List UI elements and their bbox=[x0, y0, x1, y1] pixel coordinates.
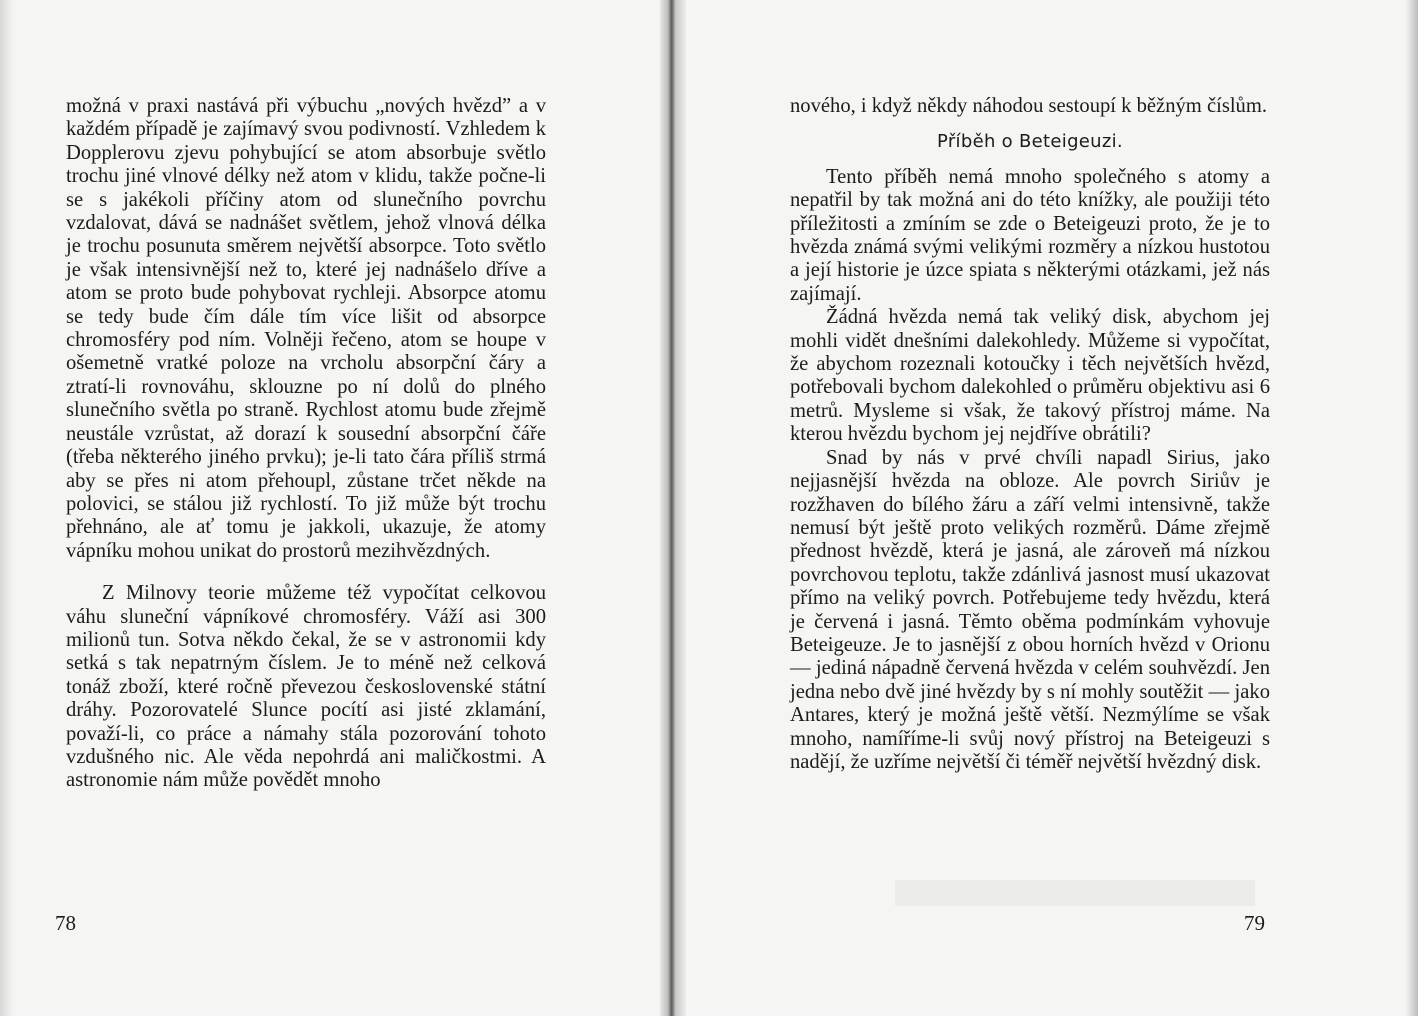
right-page-text bbox=[790, 95, 1270, 774]
paragraph: Z Milnovy teorie můžeme též vypočítat celkovou váhu sluneční vápníkové chromosféry. Váží asi 300 milionů tun. Sotva někdo čekal, že se v astronomii kdy setká s tak nepatrným číslem. Je to méně než celková tonáž zboží, které ročně převezou československé státní dráhy. Pozorovatelé Slunce pocítí asi jisté zklamání, považí-li, co práce a námahy stála pozorování tohoto vzdušného nic. Ale věda nepohrdá ani maličkostmi. A astronomie nám může povědět mnoho bbox=[66, 582, 546, 792]
paragraph: Žádná hvězda nemá tak veliký disk, abychom jej mohli vidět dnešními dalekohledy. Můžeme si vypočítat, že abychom rozeznali kotoučky i těch největších hvězd, potřebovali bychom dalekohled o průměru objektivu asi 6 metrů. Mysleme si však, že takový přístroj máme. Na kterou hvězdu bychom jej nejdříve obrátili? bbox=[790, 306, 1270, 446]
paragraph: Tento příběh nemá mnoho společného s atomy a nepatřil by tak možná ani do této knížky, ale použiji této příležitosti a zmíním se zde o Beteigeuzi proto, že je to hvězda známá svými velikými rozměry a nízkou hustotou a její historie je úzce spiata s některými otázkami, jež nás zajímají. bbox=[790, 165, 1270, 305]
left-page-text bbox=[66, 95, 546, 793]
page-number-left: 78 bbox=[55, 911, 76, 935]
page-edge-shadow bbox=[0, 0, 14, 1016]
page-edge-shadow bbox=[1406, 0, 1418, 1016]
left-page bbox=[0, 0, 668, 1016]
book-gutter bbox=[660, 0, 686, 1016]
show-through-shadow bbox=[895, 880, 1255, 906]
paragraph: Snad by nás v prvé chvíli napadl Sirius, jako nejjasnější hvězda na obloze. Ale povrch Siriův je rozžhaven do bílého žáru a září velmi intensivně, takže nemusí být ještě proto velikých rozměrů. Dáme zřejmě přednost hvězdě, která je jasná, ale zároveň má nízkou povrchovou teplotu, takže zdánlivá jasnost musí ukazovat přímo na veliký povrch. Potřebujeme tedy hvězdu, která je červená i jasná. Těmto oběma podmínkám vyhovuje Beteigeuze. Je to jasnější z obou horních hvězd v Orionu — jediná nápadně červená hvězda v celém souhvězdí. Jen jedna nebo dvě jiné hvězdy by s ní mohly soutěžit — jako Antares, který je možná ještě větší. Nezmýlíme se však mnoho, namíříme-li svůj nový přístroj na Beteigeuzi s nadějí, že uzříme největší či téměř největší hvězdný disk. bbox=[790, 446, 1270, 773]
paragraph: nového, i když někdy náhodou sestoupí k běžným číslům. bbox=[790, 95, 1268, 117]
section-heading: Příběh o Beteigeuzi. bbox=[937, 131, 1123, 153]
page-number-right: 79 bbox=[1244, 911, 1265, 935]
paragraph: možná v praxi nastává při výbuchu „nových hvězd” a v každém případě je zajímavý svou podivností. Vzhledem k Dopplerovu zjevu pohybující se atom absorbuje světlo trochu jiné vlnové délky než atom v klidu, takže počne-li se s jakékoli příčiny atom od slunečního povrchu vzdalovat, dává se nadnášet světlem, jehož vlnová délka je trochu posunuta směrem největší absorpce. Toto světlo je však intensivnější než to, které jej nadnášelo dříve a atom se proto bude pohybovat rychleji. Absorpce atomu se tedy bude čím dále tím více lišit od absorpce chromosféry pod ním. Volněji řečeno, atom se houpe v ošemetně vratké poloze na vrcholu absorpční čáry a ztratí-li rovnováhu, sklouzne po ní dolů do plného slunečního světla po straně. Rychlost atomu bude zřejmě neustále vzrůstat, až dorazí k sousední absorpční čáře (třeba některého jiného prvku); je-li tato čára příliš strmá aby se přes ni atom přehoupl, zůstane trčet někde na polovici, se stálou již rychlostí. To již může být trochu přehnáno, ale ať tomu je jakkoli, ukazuje, že atomy vápníku mohou unikat do prostorů mezihvězdných. bbox=[66, 95, 546, 562]
